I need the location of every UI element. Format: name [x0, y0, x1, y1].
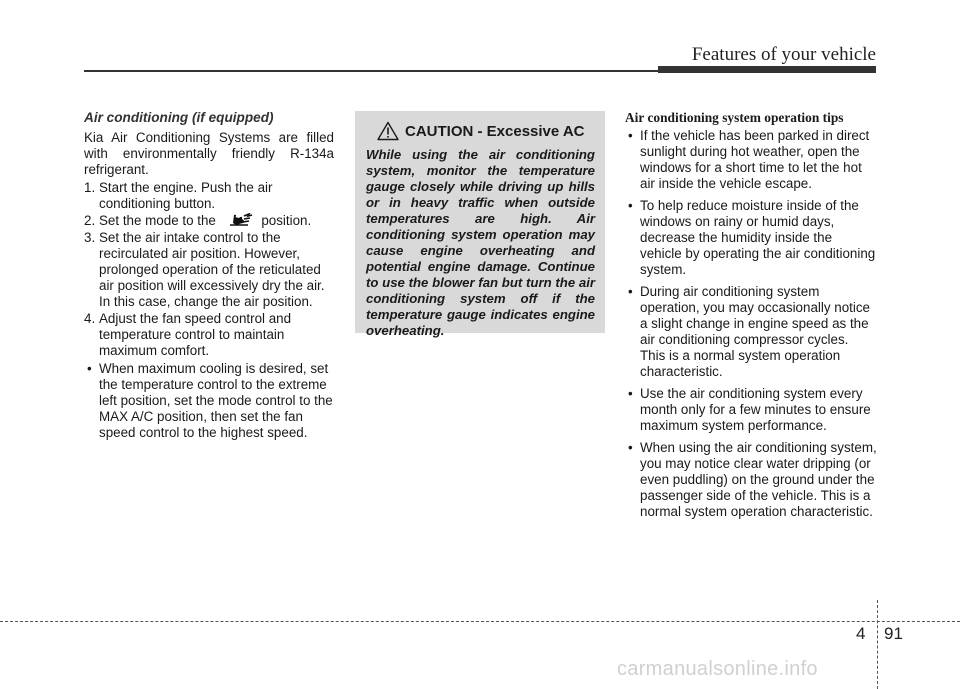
page-number: 91 [884, 624, 903, 643]
step-text: Set the air intake control to the recirculated air position. However, prolonged operation of the reticulated air position will excessively dry the air. In this case, change the air position. [99, 230, 325, 309]
right-column [625, 110, 877, 526]
list-item: • When using the air conditioning system, you may notice clear water dripping (or even puddling) on the ground under the passenger side of the vehicle. This is a normal system operation characteristic. [625, 440, 877, 520]
list-item: • When maximum cooling is desired, set the temperature control to the extreme left position, set the mode control to the MAX A/C position, then set the fan speed control to the highest speed. [84, 361, 334, 441]
caution-title: CAUTION - Excessive AC [405, 122, 585, 140]
footer-dashed-divider [877, 600, 878, 689]
warning-triangle-icon [377, 121, 399, 141]
steps-list [84, 180, 334, 359]
header-title: Features of your vehicle [691, 44, 876, 65]
header-rule-thick [658, 66, 876, 73]
step-item [84, 180, 334, 212]
footer-dashed-rule [0, 621, 960, 622]
caution-header [366, 121, 595, 141]
left-column [84, 110, 334, 443]
header-rule-thin [84, 70, 660, 72]
step-number: 4. [84, 311, 96, 326]
step-item [84, 311, 334, 359]
step-text: Adjust the fan speed control and temperature control to maintain maximum comfort. [99, 311, 292, 358]
step-number: 2. [84, 213, 96, 228]
section-title: Air conditioning (if equipped) [84, 110, 274, 125]
list-item: • Use the air conditioning system every month only for a few minutes to ensure maximum system performance. [625, 386, 877, 434]
caution-box [355, 111, 605, 338]
floor-mode-icon [222, 213, 256, 227]
step-text: Set the mode to the [99, 213, 216, 228]
step-text: position. [261, 213, 312, 228]
tips-title: Air conditioning system operation tips [625, 110, 844, 125]
cooling-bullets [84, 361, 334, 441]
watermark: carmanualsonline.info [617, 658, 818, 680]
caution-text: While using the air conditioning system, monitor the temperature gauge closely while driving up hills or in heavy traffic when outside temperatures are high. Air conditioning system operation may cause engine overheating and potential engine damage. Continue to use the blower fan but turn the air conditioning system off if the temperature gauge indicates engine overheating. [366, 147, 595, 338]
chapter-number: 4 [856, 624, 866, 643]
intro-paragraph: Kia Air Conditioning Systems are filled with environmentally friendly R-134a refrigerant. [84, 130, 334, 177]
step-text: Start the engine. Push the air conditioning button. [99, 180, 273, 211]
list-item: • If the vehicle has been parked in direct sunlight during hot weather, open the windows for a short time to let the hot air inside the vehicle escape. [625, 128, 877, 192]
step-item [84, 213, 334, 229]
step-number: 1. [84, 180, 96, 195]
tips-list [625, 128, 877, 520]
list-item: • During air conditioning system operation, you may occasionally notice a slight change in engine speed as the air conditioning compressor cycles. This is a normal system operation characteristic. [625, 284, 877, 380]
list-item: • To help reduce moisture inside of the windows on rainy or humid days, decrease the humidity inside the vehicle by operating the air conditioning system. [625, 198, 877, 278]
step-number: 3. [84, 230, 96, 245]
step-item [84, 230, 334, 310]
